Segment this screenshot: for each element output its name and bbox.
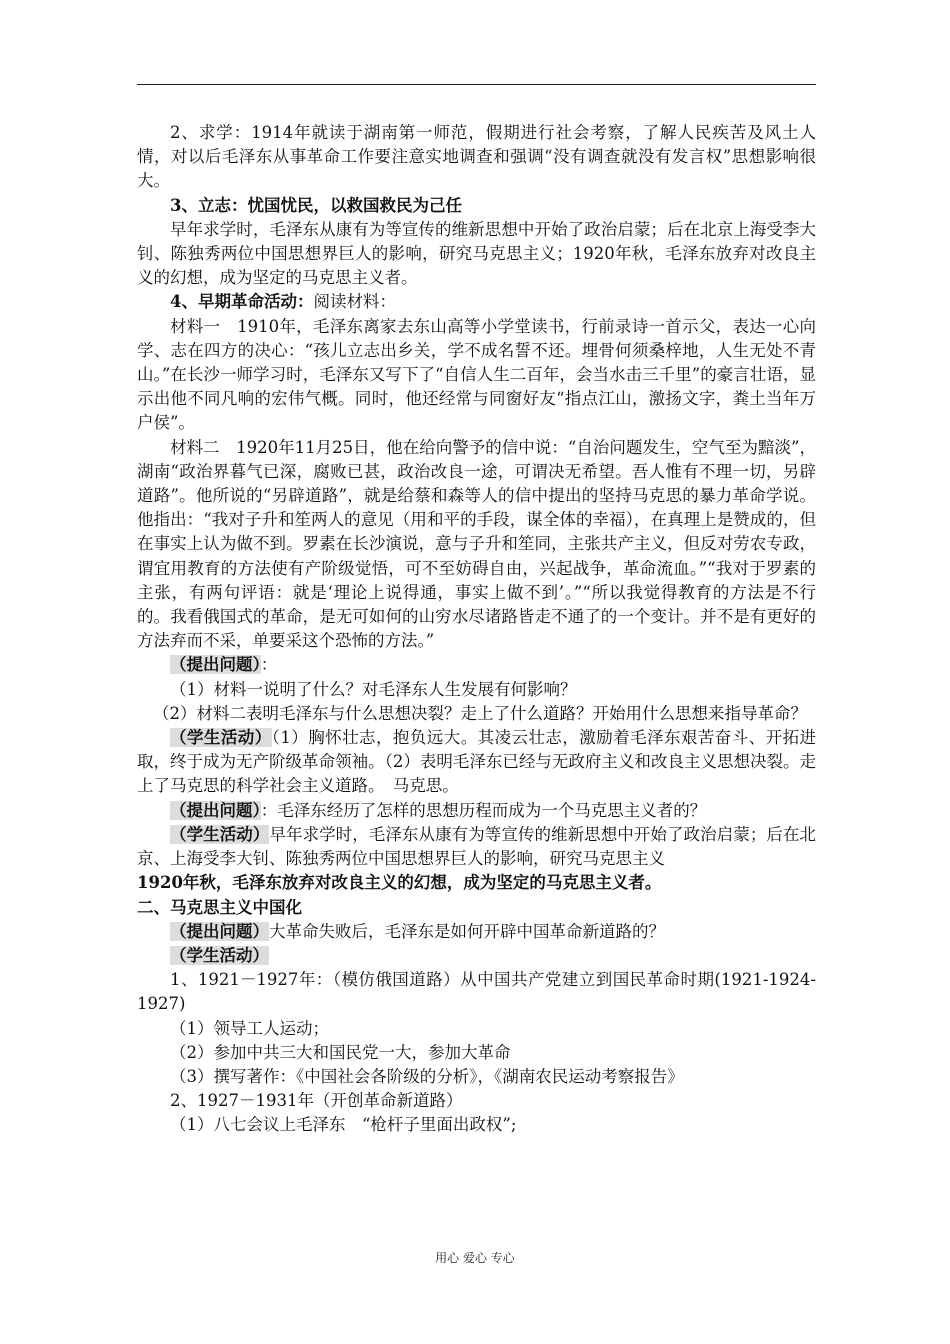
- student-tag: （学生活动）: [170, 945, 269, 965]
- question-3: [137, 799, 816, 823]
- student-answer-1: [137, 726, 816, 799]
- heading-early-revolution: [137, 290, 816, 314]
- material-one: 材料一 1910年，毛泽东离家去东山高等小学堂读书，行前录诗一首示父，表达一心向学、志在四方的决心：“孩儿立志出乡关，学不成名誓不还。埋骨何须桑梓地，人生无处不青山。”在长沙一师学习时，毛泽东又写下了“自信人生二百年，会当水击三千里”的豪言壮语，显示出他不同凡响的宏伟气概。同时，他还经常与同窗好友“指点江山，激扬文字，粪土当年万户侯”。: [137, 316, 816, 433]
- question-tag: （提出问题）: [170, 921, 269, 941]
- list-item: （3）撰写著作：《中国社会各阶级的分析》，《湖南农民运动考察报告》: [170, 1066, 684, 1086]
- student-tag-line: [137, 944, 816, 968]
- section-heading-sinicization: 二、马克思主义中国化: [137, 897, 302, 917]
- heading-early-revolution-label: 4、早期革命活动：: [170, 292, 314, 312]
- question-label-line: [137, 653, 816, 677]
- question-3-text: ：毛泽东经历了怎样的思想历程而成为一个马克思主义者的？: [260, 800, 707, 820]
- heading-ambition: 3、立志：忧国忧民，以救国救民为己任: [170, 195, 462, 215]
- student-answer-2: [137, 823, 816, 871]
- document-body: [137, 121, 816, 1138]
- student-answer-2-text: 早年求学时，毛泽东从康有为等宣传的维新思想中开始了政治启蒙；后在北京、上海受李大钊、陈独秀两位中国思想界巨人的影响，研究马克思主义: [137, 824, 817, 869]
- material-two: 材料二 1920年11月25日，他在给向警予的信中说：“自治问题发生，空气至为黯淡”，湖南“政治界暮气已深，腐败已甚，政治改良一途，可谓决无希望。吾人惟有不理一切，另辟道路”。他所说的“另辟道路”，就是给蔡和森等人的信中提出的坚持马克思的暴力革命学说。他指出：“我对子升和笙两人的意见（用和平的手段，谋全体的幸福），在真理上是赞成的，但在事实上认为做不到。罗素在长沙演说，意与子升和笙同，主张共产主义，但反对劳农专政，谓宜用教育的方法使有产阶级觉悟，可不至妨碍自由，兴起战争，革命流血。”“我对于罗素的主张，有两句评语：就是‘理论上说得通，事实上做不到’。”“所以我觉得教育的方法是不行的。我看俄国式的革命，是无可如何的山穷水尽诸路皆走不通了的一个变计。并不是有更好的方法弃而不采，单要采这个恐怖的方法。”: [137, 437, 816, 651]
- question-two: （2）材料二表明毛泽东与什么思想决裂？走上了什么道路？开始用什么思想来指导革命？: [153, 703, 807, 723]
- student-answer-2-cont: 1920年秋，毛泽东放弃对改良主义的幻想，成为坚定的马克思主义者。: [137, 873, 662, 893]
- list-item: （1）八七会议上毛泽东 “枪杆子里面出政权”;: [170, 1115, 517, 1135]
- student-tag: （学生活动）: [170, 824, 270, 844]
- header-rule: [137, 84, 816, 85]
- period-1927-1931: 2、1927－1931年（开创革命新道路）: [170, 1091, 463, 1111]
- question-tag: （提出问题）: [170, 655, 261, 675]
- heading-early-revolution-tail: 阅读材料：: [313, 292, 396, 312]
- student-tag: （学生活动）: [170, 728, 272, 748]
- question-tag: （提出问题）: [170, 800, 261, 820]
- paragraph-enlightenment: 早年求学时，毛泽东从康有为等宣传的维新思想中开始了政治启蒙；后在北京上海受李大钊、陈独秀两位中国思想界巨人的影响，研究马克思主义；1920年秋，毛泽东放弃对改良主义的幻想，成为坚定的马克思主义者。: [137, 219, 816, 288]
- question-4: [137, 920, 816, 944]
- period-1921-1927: 1、1921－1927年：（模仿俄国道路）从中国共产党建立到国民革命时期(1921-1924-1927): [137, 970, 816, 1014]
- page-footer: 用心 爱心 专心: [435, 1251, 515, 1265]
- student-answer-text: （1）胸怀壮志，抱负远大。其凌云壮志，激励着毛泽东艰苦奋斗、开拓进取，终于成为无产阶级革命领袖。（2）表明毛泽东已经与无政府主义和改良主义思想决裂。走上了马克思的科学社会主义道路。 马克思。: [137, 728, 817, 796]
- question-4-text: 大革命失败后，毛泽东是如何开辟中国革命新道路的？: [269, 921, 665, 941]
- question-colon: ：: [260, 655, 278, 675]
- question-one: （1）材料一说明了什么？对毛泽东人生发展有何影响？: [170, 679, 577, 699]
- paragraph-study: 2、求学：1914年就读于湖南第一师范，假期进行社会考察，了解人民疾苦及风土人情，对以后毛泽东从事革命工作要注意实地调查和强调“没有调查就没有发言权”思想影响很大。: [137, 123, 816, 191]
- list-item: （1）领导工人运动；: [170, 1018, 329, 1038]
- list-item: （2）参加中共三大和国民党一大，参加大革命: [170, 1042, 511, 1062]
